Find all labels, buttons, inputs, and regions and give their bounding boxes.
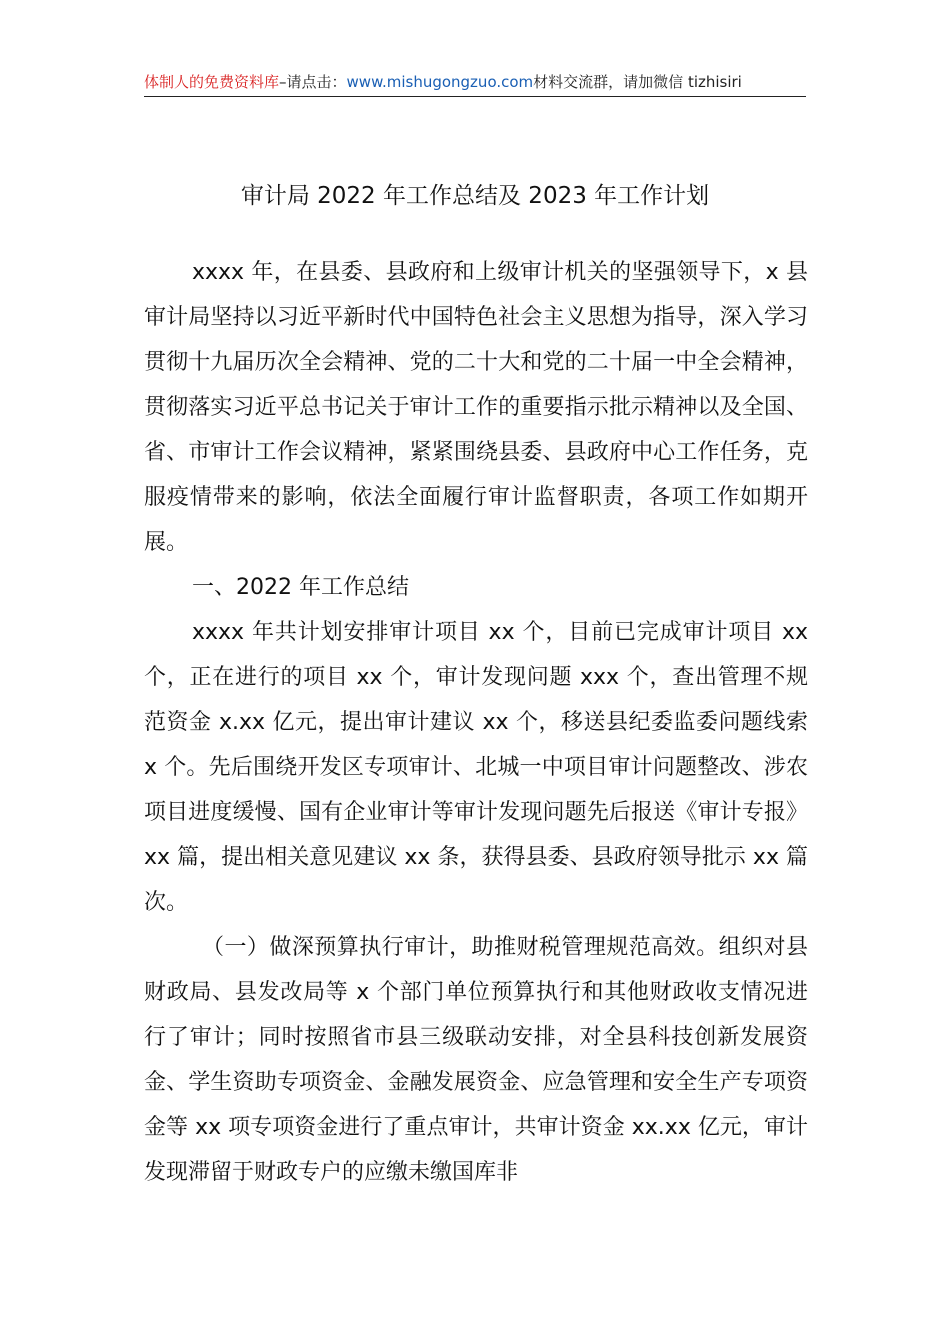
section-heading: 一、2022 年工作总结 <box>192 575 409 600</box>
intro-paragraph: xxxx 年，在县委、县政府和上级审计机关的坚强领导下，x 县审计局坚持以习近平新时代中国特色社会主义思想为指导，深入学习贯彻十九届历次全会精神、党的二十大和党的二十届一中全会精神，贯彻落实习近平总书记关于审计工作的重要指示批示精神以及全国、省、市审计工作会议精神，紧紧围绕县委、县政府中心工作任务，克服疫情带来的影响，依法全面履行审计监督职责，各项工作如期开展。 <box>144 260 808 555</box>
header-suffix: 材料交流群，请加微信 tizhisiri <box>533 73 742 91</box>
summary-paragraph: xxxx 年共计划安排审计项目 xx 个，目前已完成审计项目 xx 个，正在进行的项目 xx 个，审计发现问题 xxx 个，查出管理不规范资金 x.xx 亿元，提出审计建议 xx 个，移送县纪委监委问题线索 x 个。先后围绕开发区专项审计、北城一中项目审计问题整改、涉农项目进度缓慢、国有企业审计等审计发现问题先后报送《审计专报》xx 篇，提出相关意见建议 xx 条，获得县委、县政府领导批示 xx 篇次。 <box>144 620 808 915</box>
header-prefix: –请点击： <box>279 73 347 91</box>
document-title: 审计局 2022 年工作总结及 2023 年工作计划 <box>240 183 710 209</box>
document-body <box>144 250 808 1195</box>
page-header <box>144 70 806 97</box>
subsection-paragraph: （一）做深预算执行审计，助推财税管理规范高效。组织对县财政局、县发改局等 x 个部门单位预算执行和其他财政收支情况进行了审计；同时按照省市县三级联动安排，对全县科技创新发展资金、学生资助专项资金、金融发展资金、应急管理和安全生产专项资金等 xx 项专项资金进行了重点审计，共审计资金 xx.xx 亿元，审计发现滞留于财政专户的应缴未缴国库非 <box>144 935 808 1185</box>
header-brand: 体制人的免费资料库 <box>144 73 280 91</box>
header-url-link[interactable]: www.mishugongzuo.com <box>346 73 534 91</box>
